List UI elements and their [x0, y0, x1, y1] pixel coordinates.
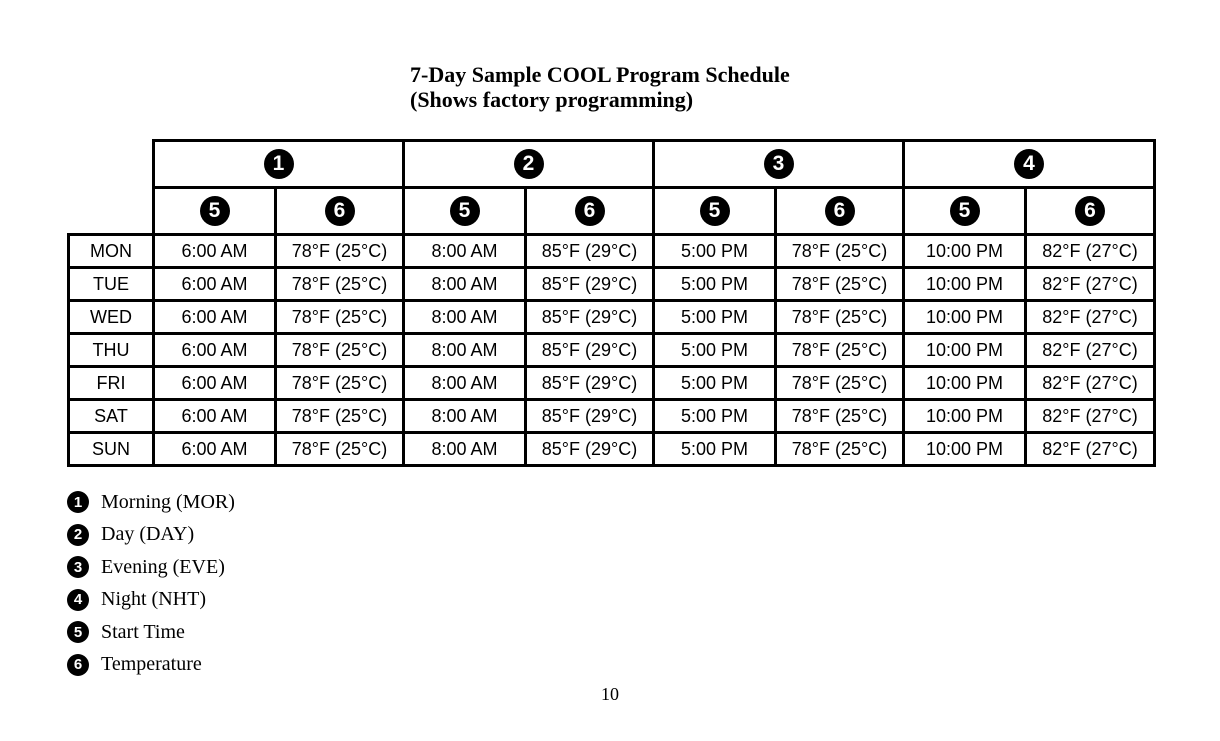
start-time-cell: 5:00 PM	[654, 367, 776, 400]
start-time-cell: 5:00 PM	[654, 235, 776, 268]
temperature-cell: 82°F (27°C)	[1026, 400, 1155, 433]
temperature-cell: 78°F (25°C)	[776, 334, 904, 367]
start-time-cell: 6:00 AM	[154, 400, 276, 433]
start-time-cell: 10:00 PM	[904, 367, 1026, 400]
temperature-cell: 78°F (25°C)	[776, 433, 904, 466]
period-header-cell	[154, 141, 404, 188]
day-cell: MON	[69, 235, 154, 268]
day-cell: THU	[69, 334, 154, 367]
period-number-badge: 3	[764, 149, 794, 179]
legend-label: Day (DAY)	[101, 523, 195, 546]
start-time-cell: 8:00 AM	[404, 235, 526, 268]
temperature-cell: 78°F (25°C)	[776, 268, 904, 301]
period-header-row	[69, 141, 1155, 188]
title-line-2: (Shows factory programming)	[410, 87, 694, 112]
column-header-cell	[526, 188, 654, 235]
temperature-cell: 85°F (29°C)	[526, 367, 654, 400]
start-time-cell: 10:00 PM	[904, 334, 1026, 367]
day-cell: SUN	[69, 433, 154, 466]
legend-label: Morning (MOR)	[101, 490, 235, 513]
column-number-badge: 6	[1075, 196, 1105, 226]
period-number-badge: 2	[514, 149, 544, 179]
column-number-badge: 6	[325, 196, 355, 226]
period-header-cell	[904, 141, 1155, 188]
legend-item	[67, 551, 235, 584]
legend-number-badge: 3	[67, 556, 89, 578]
legend-number-badge: 2	[67, 524, 89, 546]
day-cell: FRI	[69, 367, 154, 400]
temperature-cell: 78°F (25°C)	[276, 235, 404, 268]
temperature-cell: 82°F (27°C)	[1026, 235, 1155, 268]
legend-label: Temperature	[101, 653, 202, 676]
table-row	[69, 268, 1155, 301]
table-row	[69, 334, 1155, 367]
temperature-cell: 78°F (25°C)	[276, 268, 404, 301]
table-row	[69, 235, 1155, 268]
day-cell: WED	[69, 301, 154, 334]
start-time-cell: 6:00 AM	[154, 268, 276, 301]
legend-item	[67, 649, 235, 682]
legend-number-badge: 1	[67, 491, 89, 513]
schedule-table	[67, 139, 1156, 467]
table-row	[69, 301, 1155, 334]
table-row	[69, 400, 1155, 433]
start-time-cell: 6:00 AM	[154, 334, 276, 367]
temperature-cell: 82°F (27°C)	[1026, 301, 1155, 334]
start-time-cell: 8:00 AM	[404, 301, 526, 334]
column-number-badge: 6	[825, 196, 855, 226]
period-number-badge: 4	[1014, 149, 1044, 179]
start-time-cell: 6:00 AM	[154, 301, 276, 334]
temperature-cell: 78°F (25°C)	[776, 367, 904, 400]
legend-label: Start Time	[101, 620, 185, 643]
start-time-cell: 10:00 PM	[904, 301, 1026, 334]
temperature-cell: 82°F (27°C)	[1026, 367, 1155, 400]
temperature-cell: 82°F (27°C)	[1026, 268, 1155, 301]
start-time-cell: 5:00 PM	[654, 400, 776, 433]
temperature-cell: 78°F (25°C)	[276, 301, 404, 334]
start-time-cell: 8:00 AM	[404, 367, 526, 400]
column-header-cell	[1026, 188, 1155, 235]
period-header-cell	[404, 141, 654, 188]
period-number-badge: 1	[264, 149, 294, 179]
legend	[67, 486, 235, 681]
start-time-cell: 5:00 PM	[654, 301, 776, 334]
temperature-cell: 78°F (25°C)	[776, 301, 904, 334]
column-header-cell	[276, 188, 404, 235]
legend-number-badge: 6	[67, 654, 89, 676]
legend-item	[67, 486, 235, 519]
start-time-cell: 10:00 PM	[904, 433, 1026, 466]
column-number-badge: 5	[450, 196, 480, 226]
temperature-cell: 85°F (29°C)	[526, 400, 654, 433]
start-time-cell: 6:00 AM	[154, 235, 276, 268]
temperature-cell: 78°F (25°C)	[276, 334, 404, 367]
temperature-cell: 85°F (29°C)	[526, 301, 654, 334]
period-header-cell	[654, 141, 904, 188]
column-number-badge: 6	[575, 196, 605, 226]
column-header-cell	[776, 188, 904, 235]
column-number-badge: 5	[200, 196, 230, 226]
day-cell: SAT	[69, 400, 154, 433]
start-time-cell: 5:00 PM	[654, 268, 776, 301]
table-row	[69, 433, 1155, 466]
temperature-cell: 78°F (25°C)	[276, 367, 404, 400]
page-number: 10	[601, 684, 619, 704]
column-header-cell	[404, 188, 526, 235]
legend-label: Evening (EVE)	[101, 555, 225, 578]
legend-number-badge: 5	[67, 621, 89, 643]
start-time-cell: 8:00 AM	[404, 334, 526, 367]
page-title	[410, 62, 790, 112]
start-time-cell: 10:00 PM	[904, 235, 1026, 268]
table-row	[69, 367, 1155, 400]
column-number-badge: 5	[700, 196, 730, 226]
start-time-cell: 8:00 AM	[404, 268, 526, 301]
temperature-cell: 78°F (25°C)	[276, 433, 404, 466]
column-number-badge: 5	[950, 196, 980, 226]
legend-item	[67, 616, 235, 649]
schedule-body	[69, 235, 1155, 466]
legend-item	[67, 519, 235, 552]
start-time-cell: 10:00 PM	[904, 268, 1026, 301]
start-time-cell: 8:00 AM	[404, 433, 526, 466]
temperature-cell: 85°F (29°C)	[526, 268, 654, 301]
temperature-cell: 85°F (29°C)	[526, 433, 654, 466]
temperature-cell: 82°F (27°C)	[1026, 334, 1155, 367]
start-time-cell: 6:00 AM	[154, 367, 276, 400]
legend-number-badge: 4	[67, 589, 89, 611]
start-time-cell: 5:00 PM	[654, 433, 776, 466]
temperature-cell: 82°F (27°C)	[1026, 433, 1155, 466]
legend-item	[67, 584, 235, 617]
title-line-1: 7-Day Sample COOL Program Schedule	[410, 62, 790, 87]
column-header-row	[69, 188, 1155, 235]
legend-label: Night (NHT)	[101, 588, 206, 611]
start-time-cell: 10:00 PM	[904, 400, 1026, 433]
temperature-cell: 85°F (29°C)	[526, 334, 654, 367]
column-header-cell	[904, 188, 1026, 235]
temperature-cell: 85°F (29°C)	[526, 235, 654, 268]
day-cell: TUE	[69, 268, 154, 301]
temperature-cell: 78°F (25°C)	[276, 400, 404, 433]
start-time-cell: 5:00 PM	[654, 334, 776, 367]
column-header-cell	[154, 188, 276, 235]
start-time-cell: 8:00 AM	[404, 400, 526, 433]
temperature-cell: 78°F (25°C)	[776, 400, 904, 433]
temperature-cell: 78°F (25°C)	[776, 235, 904, 268]
column-header-cell	[654, 188, 776, 235]
start-time-cell: 6:00 AM	[154, 433, 276, 466]
